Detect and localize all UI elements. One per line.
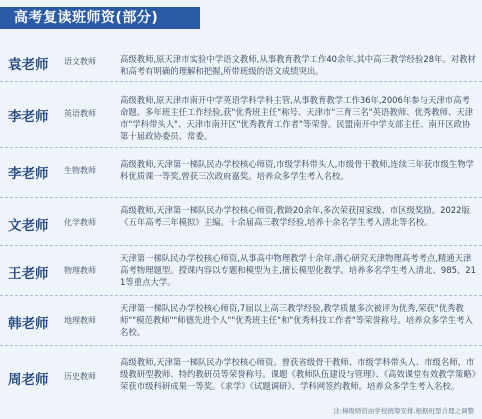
teacher-name: 韩老师 [8,316,49,332]
teacher-name: 文老师 [8,218,49,234]
teacher-description: 高级教师,原天津市实验中学语文教师,从事教育教学工作40余年,其中高三教学经验28年。对教材和高考有明确的理解和把握,所带班级的语文成绩突出。 [120,54,476,76]
teacher-description: 天津第一梯队民办学校核心师资,7届以上高三教学经验,教学质量多次被评为优秀,荣获"优秀教师""模范教师""师德先进个人""优秀班主任"和"优秀科技工作者"等荣誉称号。培养众多学生考入名校。 [120,303,473,337]
teacher-name: 李老师 [8,166,49,182]
teacher-row [0,246,482,296]
teacher-description: 天津第一梯队民办学校核心师资,从事高中物理教学十余年,潜心研究天津物理高考考点,精通天津高考物理题型。授课内容以专题和模型为主,擅长模型化教学。培养多名学生考入清北、985、211等重点大学。 [120,253,476,287]
teacher-subject: 历史教师 [64,372,96,381]
teacher-row [0,82,482,148]
teacher-description: 高级教师,天津第一梯队民办学校核心师资,市级学科带头人,市级骨干教师,连续三年获市级生物学科优质课一等奖,曾获三次政府嘉奖。培养众多学生考入名校。 [120,159,475,181]
teacher-subject: 地理教师 [64,316,96,325]
teacher-description: 高级教师,原天津市南开中学英语学科学科主管,从事教育教学工作36年,2006年参与天津市高考命题。多年班主任工作经验,获"优秀班主任"称号、天津市"三育三名"英语教师、优秀教师、天津市"学科带头人"、天津市南开区"优秀教育工作者"等荣誉。民盟南开中学支部主任、南开区政协第十届政协委员、常委。 [120,95,474,141]
teacher-subject: 物理教师 [64,266,96,275]
teacher-name: 李老师 [8,109,49,125]
teacher-row [0,40,482,82]
teacher-subject: 化学教师 [64,218,96,227]
teacher-subject: 语文教师 [64,57,96,66]
teacher-name: 袁老师 [8,57,49,73]
footnote: 注:梯级师资由学校统筹安排,根据班型合理之调整 [333,407,474,415]
teacher-row [0,346,482,408]
teacher-subject: 生物教师 [64,166,96,175]
teacher-row [0,198,482,246]
page-title: 高考复读班师资(部分) [0,7,200,29]
teacher-description: 高级教师,天津第一梯队民办学校核心师资,教龄20余年,多次荣获国家级、市区级奖励。2022版《五年高考三年模拟》主编。十余届高三教学经验,培养十余名学生考入清北等名校。 [120,205,470,227]
teacher-list [0,40,482,408]
teacher-name: 周老师 [8,372,49,388]
teacher-name: 王老师 [8,266,49,282]
teacher-subject: 英语教师 [64,109,96,118]
teacher-row [0,296,482,346]
teacher-row [0,148,482,198]
teacher-description: 高级教师,天津第一梯队民办学校核心师资。曾获省级骨干教师、市级学科带头人、市级名师、市级教研型教师、特约教研员等荣誉称号。课题《教师队伍建设与管理》、《高效课堂有效教学策略》荣获市级科研成果一等奖。《求学》《试题调研》、学科网签约教师。培养众多学生考入名校。 [120,357,476,391]
